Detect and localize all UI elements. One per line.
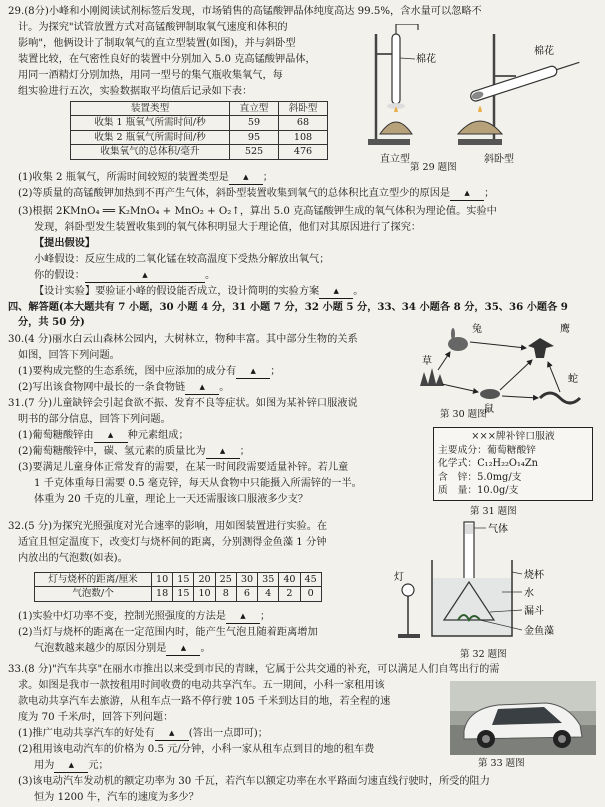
table-row — [71, 116, 328, 130]
tilted-label: 斜卧型 — [484, 154, 514, 165]
answer-blank[interactable]: ▲ — [85, 269, 205, 283]
q33-sub2a: (2)租用该电动汽车的价格为 0.5 元/分钟，小科一家从租车点到目的地的租车费 — [18, 744, 375, 755]
q29-caption: 第 29 题图 — [410, 162, 457, 173]
table-row — [71, 130, 328, 144]
zinc-label-mass: 质 量：10.0g/支 — [438, 485, 519, 497]
q30-sub2: (2)写出该食物网中最长的一条食物链 ▲ 。 — [18, 381, 229, 395]
beaker-label: 烧杯 — [524, 570, 544, 581]
snake-icon — [540, 393, 580, 403]
q33-sub1: (1)推广电动共享汽车的好处有 ▲ (答出一点即可)； — [18, 727, 268, 741]
q33-sub3b: 恒为 1200 牛，汽车的速度为多少？ — [34, 792, 199, 803]
funnel-label: 漏斗 — [524, 606, 544, 617]
table-cell: 59 — [230, 116, 279, 130]
shared-car-photo — [450, 681, 596, 755]
answer-blank[interactable]: ▲ — [236, 365, 270, 379]
snake-label: 蛇 — [568, 374, 578, 385]
table-cell: 2 — [279, 587, 300, 601]
q29-data-table — [70, 101, 328, 160]
q33-line1: 33.(8 分)"汽车共享"在丽水市推出以来受到市民的青睐，它属于公共交通的补充，可以满足人们自驾出行的需 — [8, 664, 500, 675]
q32-sub2b: 气泡数越来越少的原因分别是 ▲ 。 — [34, 642, 211, 656]
grass-icon — [420, 368, 444, 386]
q29-line6: 组实验进行五次，实验数据取平均值后记录如下表： — [18, 86, 253, 97]
answer-blank[interactable]: ▲ — [206, 445, 240, 459]
answer-blank[interactable]: ▲ — [319, 285, 353, 299]
rabbit-label: 兔 — [472, 324, 482, 335]
q30-line2: 如图，回答下列问题。 — [18, 350, 120, 361]
q30-sub1: (1)要构成完整的生态系统，图中应添加的成分有 ▲ ； — [18, 365, 280, 379]
table-cell: 18 — [152, 587, 173, 601]
q32-caption: 第 32 题图 — [460, 649, 507, 660]
q29-sub1: (1)收集 2 瓶氧气，所需时间较短的装置类型是 ▲ ； — [18, 171, 273, 185]
mouse-label: 鼠 — [484, 404, 494, 415]
q29-apparatus-figure — [358, 24, 598, 174]
table-header: 气泡数/个 — [35, 587, 152, 601]
table-header: 灯与烧杯的距离/厘米 — [35, 573, 152, 587]
q29-sub3a: (3)根据 2KMnO₄ ══ K₂MnO₄ + MnO₂ + O₂↑，算出 5.0 克高锰酸钾生成的氧气体积为理论值。实验中 — [18, 206, 497, 217]
table-cell: 25 — [215, 573, 236, 587]
table-cell: 15 — [173, 587, 194, 601]
waterweed-label: 金鱼藻 — [524, 626, 554, 637]
answer-blank[interactable]: ▲ — [54, 759, 88, 773]
q32-line3: 内放出的气泡数(如表)。 — [18, 553, 128, 564]
zinc-label-main: 主要成分：葡萄糖酸锌 — [438, 444, 536, 456]
stand-base — [368, 139, 410, 145]
q29-tag-hypothesis: 【提出假设】 — [34, 237, 96, 249]
q31-sub3c: 体重为 20 千克的儿童，理论上一天还需服该口服液多少支？ — [34, 494, 309, 505]
answer-blank[interactable]: ▲ — [229, 171, 263, 185]
q29-hyp2: 你的假设： ▲ 。 — [34, 269, 215, 283]
q32-apparatus-figure — [392, 520, 592, 650]
alcohol-lamp — [380, 122, 412, 134]
zinc-label-zinc: 含 锌：5.0mg/支 — [438, 471, 522, 483]
table-header: 斜卧型 — [279, 102, 328, 116]
table-cell: 15 — [173, 573, 194, 587]
table-header: 直立型 — [230, 102, 279, 116]
section-4-heading-2: 分，共 50 分) — [18, 316, 85, 328]
answer-blank[interactable]: ▲ — [450, 187, 484, 201]
rabbit-icon — [448, 337, 468, 351]
section-4-heading: 四、解答题(本大题共有 7 小题，30 小题 4 分，31 小题 7 分，32 小题 5 分，33、34 小题各 8 分，35、36 小题各 9 — [8, 301, 568, 313]
q32-sub2a: (2)当灯与烧杯的距离在一定范围内时，能产生气泡且随着距离增加 — [18, 627, 318, 638]
answer-blank[interactable]: ▲ — [226, 610, 260, 624]
water-label: 水 — [524, 588, 534, 599]
zinc-label-formula: 化学式：C₁₂H₂₂O₁₄Zn — [438, 458, 538, 470]
answer-blank[interactable]: ▲ — [166, 642, 200, 656]
zinc-label-box — [433, 427, 593, 501]
table-cell: 525 — [230, 145, 279, 159]
table-cell: 45 — [300, 573, 321, 587]
gas-label: 气体 — [488, 524, 508, 535]
q29-design: 【设计实验】要验证小峰的假设能否成立，设计简明的实验方案 ▲ 。 — [34, 285, 363, 299]
table-cell: 4 — [258, 587, 279, 601]
q32-line1: 32.(5 分)为探究光照强度对光合速率的影响，用如图装置进行实验。在 — [8, 521, 328, 532]
table-row — [71, 102, 328, 116]
q32-sub1: (1)实验中灯功率不变，控制光照强度的方法是 ▲ ； — [18, 610, 270, 624]
table-cell: 收集氧气的总体积/毫升 — [71, 145, 230, 159]
q29-sub2: (2)等质量的高锰酸钾加热到不再产生气体，斜卧型装置收集到氧气的总体积比直立型少的原因是 ▲ ； — [18, 187, 494, 201]
table-cell: 35 — [258, 573, 279, 587]
q31-line2: 明书的部分信息，回答下列问题。 — [18, 414, 171, 425]
q31-sub2: (2)葡萄糖酸锌中，碳、氢元素的质量比为 ▲ ； — [18, 445, 250, 459]
q29-line1: 29.(8分)小峰和小刚阅读试剂标签后发现，市场销售的高锰酸钾晶体纯度高达 99.5%，含水量可以忽略不 — [8, 6, 482, 17]
q29-line3: 影响"，他俩设计了制取氧气的直立型装置(如图)，并与斜卧型 — [18, 38, 296, 49]
q30-caption: 第 30 题图 — [440, 409, 487, 420]
upright-test-tube — [392, 34, 400, 104]
eagle-label: 鹰 — [560, 324, 570, 335]
q32-line2: 适宜且恒定温度下，改变灯与烧杯间的距离，分别测得金鱼藻 1 分钟 — [18, 537, 327, 548]
table-cell: 10 — [152, 573, 173, 587]
q33-caption: 第 33 题图 — [478, 758, 525, 769]
q31-sub3b: 1 千克体重每日需要 0.5 毫克锌，每天从食物中只能摄入所需锌的一半。 — [34, 478, 362, 489]
table-row — [71, 145, 328, 159]
q33-line3: 款电动共享汽车去旅游，从租车点一路不停行驶 105 千米到达目的地，若全程的速 — [18, 696, 391, 707]
table-cell: 95 — [230, 130, 279, 144]
q29-line4: 装置比较，在气密性良好的装置中分别加入 5.0 克高锰酸钾晶体， — [18, 54, 316, 65]
cotton-label-2: 棉花 — [534, 46, 554, 57]
grass-label: 草 — [422, 356, 432, 367]
table-cell: 30 — [236, 573, 257, 587]
table-cell: 20 — [194, 573, 215, 587]
q31-sub1: (1)葡萄糖酸锌由 ▲ 种元素组成； — [18, 429, 189, 443]
table-cell: 收集 2 瓶氧气所需时间/秒 — [71, 130, 230, 144]
table-cell: 68 — [279, 116, 328, 130]
tilted-test-tube — [469, 65, 558, 102]
eagle-icon — [528, 338, 554, 358]
table-cell: 0 — [300, 587, 321, 601]
cotton-label-1: 棉花 — [416, 54, 436, 65]
answer-blank[interactable]: ▲ — [155, 727, 189, 741]
table-cell: 108 — [279, 130, 328, 144]
q33-line4: 度为 70 千米/时，回答下列问题： — [18, 712, 174, 723]
q31-sub3a: (3)要满足儿童身体正常发育的需要，在某一时间段需要适量补锌。若儿童 — [18, 462, 349, 473]
answer-blank[interactable]: ▲ — [185, 381, 219, 395]
q29-hyp1: 小峰假设：反应生成的二氧化锰在较高温度下受热分解放出氧气； — [34, 254, 330, 265]
table-cell: 8 — [215, 587, 236, 601]
lamp-label: 灯 — [394, 572, 404, 583]
table-cell: 6 — [236, 587, 257, 601]
table-row — [35, 573, 322, 587]
table-cell: 10 — [194, 587, 215, 601]
q29-sub3b: 发现，斜卧型发生装置收集到的氧气体积明显大于理论值，他们对其原因进行了探究： — [34, 222, 422, 233]
upright-label: 直立型 — [380, 154, 410, 165]
mouse-icon — [480, 389, 500, 399]
table-row — [35, 587, 322, 601]
q30-line1: 30.(4 分)丽水白云山森林公园内，大树林立，物种丰富。其中部分生物的关系 — [8, 334, 358, 345]
q31-line1: 31.(7 分)儿童缺锌会引起食欲不振、发育不良等症状。如图为某补锌口服液说 — [8, 398, 358, 409]
q31-caption: 第 31 题图 — [470, 506, 517, 517]
q33-sub3a: (3)该电动汽车发动机的额定功率为 30 千瓦，若汽车以额定功率在水平路面匀速直线行驶时，所受的阻力 — [18, 776, 490, 787]
q33-sub2b: 用为 ▲ 元； — [34, 759, 109, 773]
zinc-label-title: ×××牌补锌口服液 — [471, 431, 555, 442]
table-cell: 476 — [279, 145, 328, 159]
q33-line2: 求。如图是我市一款按租用时间收费的电动共享汽车。五一期间，小科一家租用该 — [18, 680, 385, 691]
lamp-icon — [402, 584, 414, 596]
table-header: 装置类型 — [71, 102, 230, 116]
answer-blank[interactable]: ▲ — [94, 429, 128, 443]
table-cell: 收集 1 瓶氧气所需时间/秒 — [71, 116, 230, 130]
car-icon — [450, 681, 596, 755]
q29-line5: 用同一酒精灯分别加热，用同一型号的集气瓶收集氧气，每 — [18, 70, 283, 81]
q32-data-table — [34, 572, 322, 602]
table-cell: 40 — [279, 573, 300, 587]
q29-line2: 计。为探究"试管放置方式对高锰酸钾制取氧气速度和体积的 — [18, 22, 288, 33]
